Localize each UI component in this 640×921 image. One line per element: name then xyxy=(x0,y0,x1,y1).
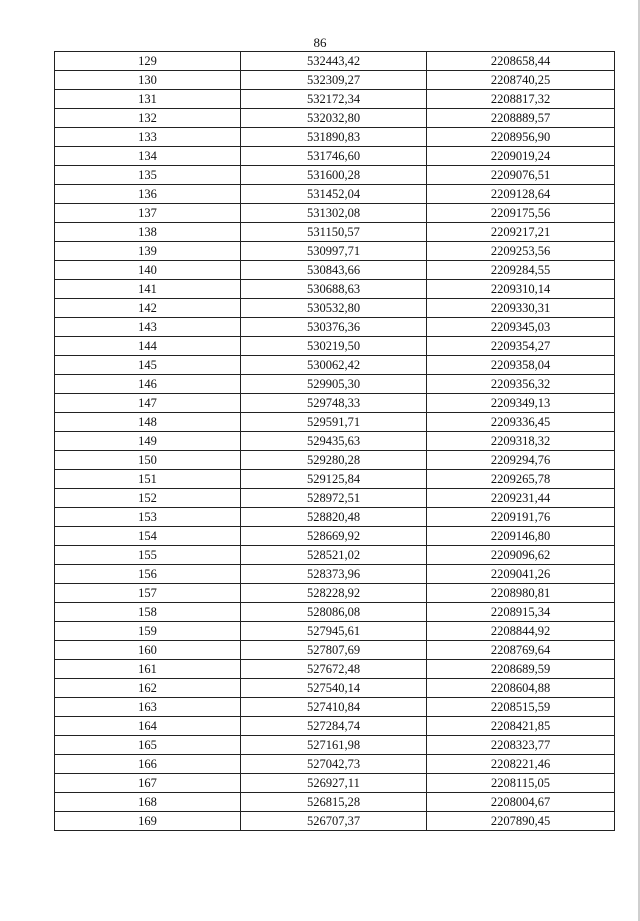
table-row xyxy=(55,774,615,793)
x-coordinate-cell: 529748,33 xyxy=(241,394,427,413)
table-row xyxy=(55,546,615,565)
point-number-cell: 154 xyxy=(55,527,241,546)
x-coordinate-cell: 529125,84 xyxy=(241,470,427,489)
point-number-cell: 132 xyxy=(55,109,241,128)
table-row xyxy=(55,565,615,584)
x-coordinate-cell: 530532,80 xyxy=(241,299,427,318)
point-number-cell: 155 xyxy=(55,546,241,565)
point-number-cell: 129 xyxy=(55,52,241,71)
table-row xyxy=(55,641,615,660)
y-coordinate-cell: 2208515,59 xyxy=(427,698,615,717)
point-number-cell: 139 xyxy=(55,242,241,261)
table-row xyxy=(55,280,615,299)
x-coordinate-cell: 527540,14 xyxy=(241,679,427,698)
point-number-cell: 137 xyxy=(55,204,241,223)
y-coordinate-cell: 2209265,78 xyxy=(427,470,615,489)
y-coordinate-cell: 2209096,62 xyxy=(427,546,615,565)
y-coordinate-cell: 2208915,34 xyxy=(427,603,615,622)
y-coordinate-cell: 2209128,64 xyxy=(427,185,615,204)
point-number-cell: 150 xyxy=(55,451,241,470)
table-row xyxy=(55,679,615,698)
x-coordinate-cell: 530062,42 xyxy=(241,356,427,375)
table-row xyxy=(55,755,615,774)
point-number-cell: 146 xyxy=(55,375,241,394)
point-number-cell: 133 xyxy=(55,128,241,147)
point-number-cell: 156 xyxy=(55,565,241,584)
point-number-cell: 168 xyxy=(55,793,241,812)
y-coordinate-cell: 2208817,32 xyxy=(427,90,615,109)
x-coordinate-cell: 528086,08 xyxy=(241,603,427,622)
point-number-cell: 144 xyxy=(55,337,241,356)
y-coordinate-cell: 2208980,81 xyxy=(427,584,615,603)
y-coordinate-cell: 2209356,32 xyxy=(427,375,615,394)
y-coordinate-cell: 2208421,85 xyxy=(427,717,615,736)
point-number-cell: 131 xyxy=(55,90,241,109)
point-number-cell: 149 xyxy=(55,432,241,451)
y-coordinate-cell: 2209294,76 xyxy=(427,451,615,470)
y-coordinate-cell: 2208604,88 xyxy=(427,679,615,698)
table-row xyxy=(55,128,615,147)
table-row xyxy=(55,717,615,736)
y-coordinate-cell: 2209175,56 xyxy=(427,204,615,223)
y-coordinate-cell: 2209310,14 xyxy=(427,280,615,299)
table-row xyxy=(55,166,615,185)
table-row xyxy=(55,318,615,337)
table-row xyxy=(55,736,615,755)
point-number-cell: 147 xyxy=(55,394,241,413)
x-coordinate-cell: 527410,84 xyxy=(241,698,427,717)
table-row xyxy=(55,52,615,71)
point-number-cell: 145 xyxy=(55,356,241,375)
coordinates-table xyxy=(54,51,615,831)
table-row xyxy=(55,603,615,622)
y-coordinate-cell: 2208004,67 xyxy=(427,793,615,812)
y-coordinate-cell: 2209330,31 xyxy=(427,299,615,318)
y-coordinate-cell: 2208956,90 xyxy=(427,128,615,147)
point-number-cell: 140 xyxy=(55,261,241,280)
point-number-cell: 162 xyxy=(55,679,241,698)
x-coordinate-cell: 530219,50 xyxy=(241,337,427,356)
x-coordinate-cell: 531746,60 xyxy=(241,147,427,166)
table-row xyxy=(55,451,615,470)
table-row xyxy=(55,242,615,261)
table-row xyxy=(55,375,615,394)
table-row xyxy=(55,223,615,242)
point-number-cell: 169 xyxy=(55,812,241,831)
y-coordinate-cell: 2209253,56 xyxy=(427,242,615,261)
x-coordinate-cell: 527945,61 xyxy=(241,622,427,641)
table-row xyxy=(55,793,615,812)
table-row xyxy=(55,185,615,204)
point-number-cell: 141 xyxy=(55,280,241,299)
point-number-cell: 151 xyxy=(55,470,241,489)
point-number-cell: 135 xyxy=(55,166,241,185)
x-coordinate-cell: 531890,83 xyxy=(241,128,427,147)
x-coordinate-cell: 529280,28 xyxy=(241,451,427,470)
point-number-cell: 159 xyxy=(55,622,241,641)
x-coordinate-cell: 528972,51 xyxy=(241,489,427,508)
x-coordinate-cell: 527042,73 xyxy=(241,755,427,774)
x-coordinate-cell: 529435,63 xyxy=(241,432,427,451)
x-coordinate-cell: 531600,28 xyxy=(241,166,427,185)
x-coordinate-cell: 530843,66 xyxy=(241,261,427,280)
table-row xyxy=(55,413,615,432)
point-number-cell: 164 xyxy=(55,717,241,736)
table-row xyxy=(55,527,615,546)
table-row xyxy=(55,394,615,413)
y-coordinate-cell: 2208323,77 xyxy=(427,736,615,755)
point-number-cell: 166 xyxy=(55,755,241,774)
table-row xyxy=(55,489,615,508)
x-coordinate-cell: 526927,11 xyxy=(241,774,427,793)
y-coordinate-cell: 2208689,59 xyxy=(427,660,615,679)
table-row xyxy=(55,109,615,128)
point-number-cell: 165 xyxy=(55,736,241,755)
table-row xyxy=(55,812,615,831)
x-coordinate-cell: 528373,96 xyxy=(241,565,427,584)
x-coordinate-cell: 531302,08 xyxy=(241,204,427,223)
x-coordinate-cell: 532172,34 xyxy=(241,90,427,109)
y-coordinate-cell: 2209041,26 xyxy=(427,565,615,584)
table-row xyxy=(55,147,615,166)
point-number-cell: 130 xyxy=(55,71,241,90)
y-coordinate-cell: 2209146,80 xyxy=(427,527,615,546)
y-coordinate-cell: 2209336,45 xyxy=(427,413,615,432)
x-coordinate-cell: 528228,92 xyxy=(241,584,427,603)
table-row xyxy=(55,90,615,109)
x-coordinate-cell: 526815,28 xyxy=(241,793,427,812)
table-row xyxy=(55,356,615,375)
point-number-cell: 161 xyxy=(55,660,241,679)
y-coordinate-cell: 2209191,76 xyxy=(427,508,615,527)
table-row xyxy=(55,660,615,679)
point-number-cell: 158 xyxy=(55,603,241,622)
point-number-cell: 163 xyxy=(55,698,241,717)
x-coordinate-cell: 528669,92 xyxy=(241,527,427,546)
point-number-cell: 142 xyxy=(55,299,241,318)
y-coordinate-cell: 2208221,46 xyxy=(427,755,615,774)
point-number-cell: 160 xyxy=(55,641,241,660)
x-coordinate-cell: 530376,36 xyxy=(241,318,427,337)
y-coordinate-cell: 2208889,57 xyxy=(427,109,615,128)
x-coordinate-cell: 532309,27 xyxy=(241,71,427,90)
x-coordinate-cell: 527161,98 xyxy=(241,736,427,755)
y-coordinate-cell: 2208844,92 xyxy=(427,622,615,641)
y-coordinate-cell: 2209217,21 xyxy=(427,223,615,242)
table-row xyxy=(55,470,615,489)
coordinates-table-body xyxy=(55,52,615,831)
x-coordinate-cell: 528521,02 xyxy=(241,546,427,565)
page-number: 86 xyxy=(313,35,327,50)
y-coordinate-cell: 2209318,32 xyxy=(427,432,615,451)
y-coordinate-cell: 2209349,13 xyxy=(427,394,615,413)
x-coordinate-cell: 530997,71 xyxy=(241,242,427,261)
point-number-cell: 167 xyxy=(55,774,241,793)
table-row xyxy=(55,204,615,223)
x-coordinate-cell: 530688,63 xyxy=(241,280,427,299)
x-coordinate-cell: 527672,48 xyxy=(241,660,427,679)
point-number-cell: 138 xyxy=(55,223,241,242)
y-coordinate-cell: 2208740,25 xyxy=(427,71,615,90)
x-coordinate-cell: 527284,74 xyxy=(241,717,427,736)
y-coordinate-cell: 2209345,03 xyxy=(427,318,615,337)
y-coordinate-cell: 2209076,51 xyxy=(427,166,615,185)
x-coordinate-cell: 526707,37 xyxy=(241,812,427,831)
x-coordinate-cell: 532032,80 xyxy=(241,109,427,128)
point-number-cell: 143 xyxy=(55,318,241,337)
y-coordinate-cell: 2209019,24 xyxy=(427,147,615,166)
x-coordinate-cell: 529591,71 xyxy=(241,413,427,432)
y-coordinate-cell: 2209284,55 xyxy=(427,261,615,280)
x-coordinate-cell: 527807,69 xyxy=(241,641,427,660)
y-coordinate-cell: 2209358,04 xyxy=(427,356,615,375)
table-row xyxy=(55,299,615,318)
table-row xyxy=(55,584,615,603)
y-coordinate-cell: 2208115,05 xyxy=(427,774,615,793)
table-row xyxy=(55,261,615,280)
table-row xyxy=(55,337,615,356)
x-coordinate-cell: 532443,42 xyxy=(241,52,427,71)
x-coordinate-cell: 529905,30 xyxy=(241,375,427,394)
point-number-cell: 134 xyxy=(55,147,241,166)
point-number-cell: 148 xyxy=(55,413,241,432)
point-number-cell: 152 xyxy=(55,489,241,508)
table-row xyxy=(55,622,615,641)
y-coordinate-cell: 2209354,27 xyxy=(427,337,615,356)
x-coordinate-cell: 531150,57 xyxy=(241,223,427,242)
y-coordinate-cell: 2207890,45 xyxy=(427,812,615,831)
point-number-cell: 157 xyxy=(55,584,241,603)
x-coordinate-cell: 528820,48 xyxy=(241,508,427,527)
table-row xyxy=(55,432,615,451)
table-row xyxy=(55,71,615,90)
y-coordinate-cell: 2208769,64 xyxy=(427,641,615,660)
y-coordinate-cell: 2209231,44 xyxy=(427,489,615,508)
table-row xyxy=(55,508,615,527)
y-coordinate-cell: 2208658,44 xyxy=(427,52,615,71)
table-row xyxy=(55,698,615,717)
x-coordinate-cell: 531452,04 xyxy=(241,185,427,204)
point-number-cell: 153 xyxy=(55,508,241,527)
point-number-cell: 136 xyxy=(55,185,241,204)
